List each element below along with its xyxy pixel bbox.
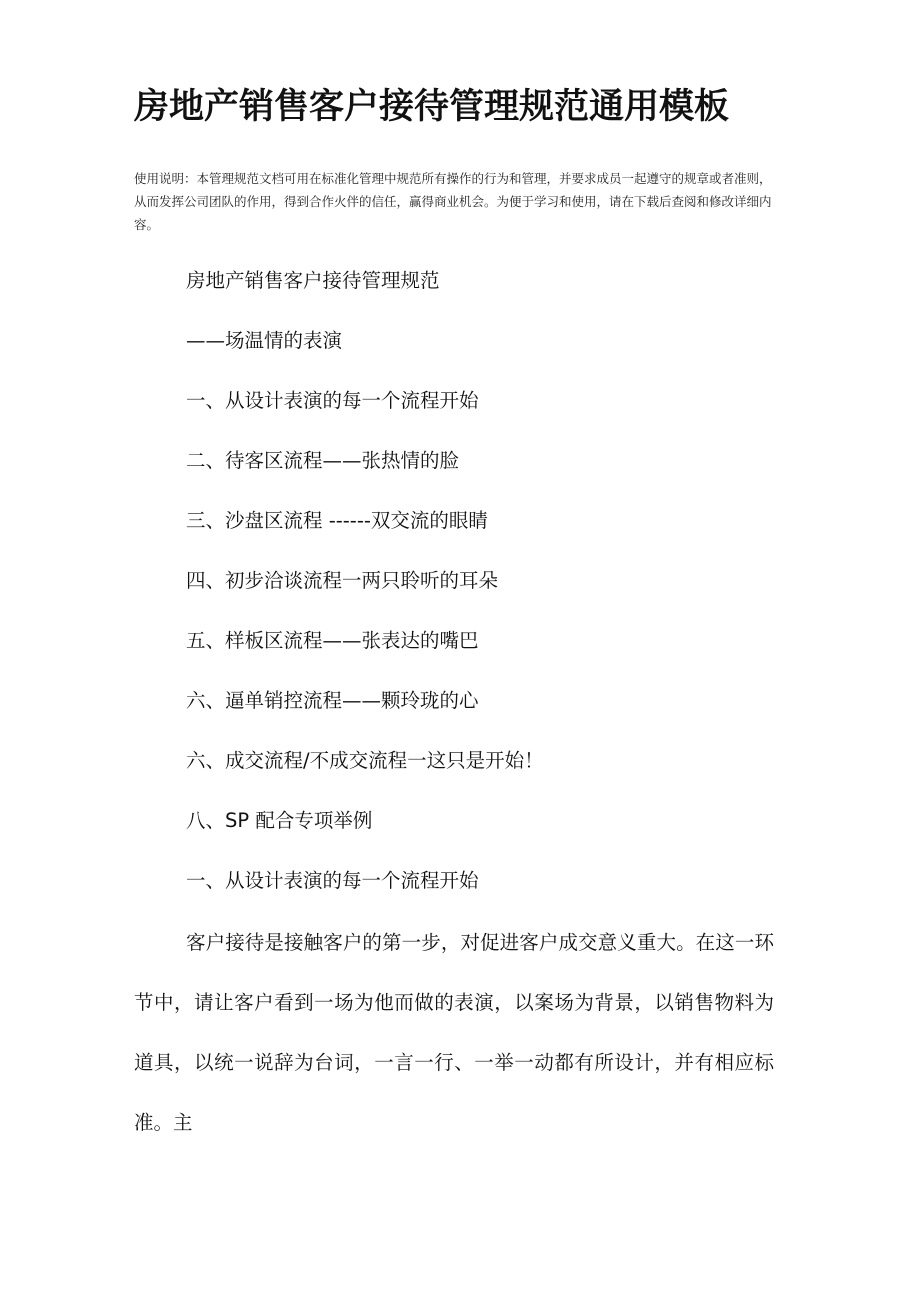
usage-note: 使用说明：本管理规范文档可用在标准化管理中规范所有操作的行为和管理，并要求成员一起遵守的规章或者准则，从而发挥公司团队的作用，得到合作火伴的信任，赢得商业机会。为便于学习和使用，请在下载后查阅和修改详细内容。 [134, 171, 772, 232]
outline-line-1: 一、从设计表演的每一个流程开始 [186, 389, 479, 412]
outline-list [186, 264, 806, 924]
outline-line-7: 六、成交流程/不成交流程一这只是开始！ [186, 749, 544, 772]
outline-line-3: 三、沙盘区流程 ------双交流的眼睛 [186, 509, 488, 532]
outline-line-6: 六、逼单销控流程——颗玲珑的心 [186, 689, 479, 712]
outline-line-5: 五、样板区流程——张表达的嘴巴 [186, 629, 479, 652]
outline-line-heading: 房地产销售客户接待管理规范 [186, 269, 440, 292]
outline-line-8: 八、SP 配合专项举例 [186, 809, 373, 832]
outline-line-subtitle: ——场温情的表演 [186, 329, 343, 352]
outline-line-4: 四、初步洽谈流程一两只聆听的耳朵 [186, 569, 499, 592]
body-paragraph: 客户接待是接触客户的第一步，对促进客户成交意义重大。在这一环节中，请让客户看到一场为他而做的表演，以案场为背景，以销售物料为道具，以统一说辞为台词，一言一行、一举一动都有所设计，并有相应标准。主 [134, 931, 774, 1134]
section-heading-1: 一、从设计表演的每一个流程开始 [186, 869, 479, 892]
outline-line-2: 二、待客区流程——张热情的脸 [186, 449, 460, 472]
document-title: 房地产销售客户接待管理规范通用模板 [134, 87, 730, 127]
